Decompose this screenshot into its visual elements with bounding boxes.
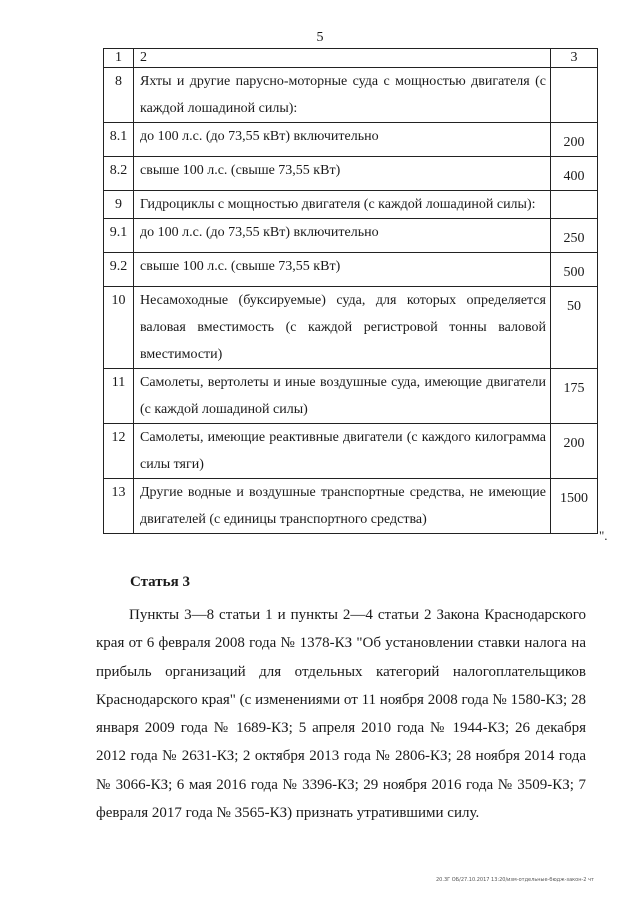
row-rate [551,287,598,369]
closing-quote: ". [599,528,608,543]
footer-stamp: 20.3Г ОБ/27.10.2017 13:20/изм-отдельные-бюдж-закон-2 чт [436,877,594,883]
row-description: Самолеты, вертолеты и иные воздушные суда, имеющие двигатели (с каждой лошадиной силы) [134,369,551,424]
row-rate [551,219,598,253]
page-number: 5 [316,30,324,45]
rate-value: 400 [563,169,585,184]
rate-value: 250 [563,231,585,246]
row-rate [551,479,598,534]
table-row [104,68,598,123]
row-rate [551,123,598,157]
row-rate [551,191,598,219]
table-row [104,191,598,219]
row-number: 8.1 [104,123,134,157]
row-number: 8.2 [104,157,134,191]
header-col-rate: 3 [551,49,598,68]
header-col-description: 2 [134,49,551,68]
table-row [104,219,598,253]
row-rate [551,253,598,287]
table-row [104,253,598,287]
rate-value: 500 [563,265,585,280]
table-row [104,123,598,157]
row-number: 9 [104,191,134,219]
tax-rate-table [103,48,598,534]
rate-value: 1500 [560,491,588,506]
article-heading: Статья 3 [130,574,190,590]
row-description: Яхты и другие парусно-моторные суда с мощностью двигателя (с каждой лошадиной силы): [134,68,551,123]
row-rate [551,68,598,123]
row-description: Самолеты, имеющие реактивные двигатели (с каждого килограмма силы тяги) [134,424,551,479]
row-number: 9.1 [104,219,134,253]
row-number: 11 [104,369,134,424]
row-rate [551,369,598,424]
row-number: 10 [104,287,134,369]
rate-value: 200 [563,436,585,451]
table-row [104,157,598,191]
row-number: 13 [104,479,134,534]
rate-value: 200 [563,135,585,150]
row-description: Гидроциклы с мощностью двигателя (с каждой лошадиной силы): [134,191,551,219]
article-body: Пункты 3—8 статьи 1 и пункты 2—4 статьи 2 Закона Краснодарского края от 6 февраля 2008 года № 1378-КЗ "Об установлении ставки налога на прибыль организаций для отдельных категорий налогоплательщиков Краснодарского края" (с изменениями от 11 ноября 2008 года № 1580-КЗ; 28 января 2009 года № 1689-КЗ; 5 апреля 2010 года № 1944-КЗ; 26 декабря 2012 года № 2631-КЗ; 2 октября 2013 года № 2806-КЗ; 28 ноября 2014 года № 3066-КЗ; 6 мая 2016 года № 3396-КЗ; 29 ноября 2016 года № 3509-КЗ; 7 февраля 2017 года № 3565-КЗ) признать утратившими силу. [96,607,586,822]
table-header-row [104,49,598,68]
table-row [104,287,598,369]
row-description: до 100 л.с. (до 73,55 кВт) включительно [134,219,551,253]
row-description: Несамоходные (буксируемые) суда, для которых определяется валовая вместимость (с каждой регистровой тонны валовой вместимости) [134,287,551,369]
row-description: свыше 100 л.с. (свыше 73,55 кВт) [134,157,551,191]
row-rate [551,157,598,191]
row-number: 8 [104,68,134,123]
row-number: 9.2 [104,253,134,287]
rate-value: 50 [567,299,581,314]
table-row [104,369,598,424]
row-number: 12 [104,424,134,479]
row-rate [551,424,598,479]
header-col-number: 1 [104,49,134,68]
table-row [104,479,598,534]
rate-value: 175 [563,381,585,396]
row-description: Другие водные и воздушные транспортные средства, не имеющие двигателей (с единицы транспортного средства) [134,479,551,534]
row-description: до 100 л.с. (до 73,55 кВт) включительно [134,123,551,157]
row-description: свыше 100 л.с. (свыше 73,55 кВт) [134,253,551,287]
table-row [104,424,598,479]
